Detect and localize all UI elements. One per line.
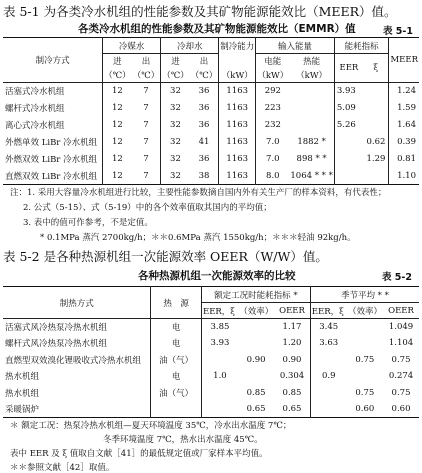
t2-header-oeer: OEER <box>388 305 414 316</box>
t1-header-capacity: 制冷能力 <box>219 38 256 54</box>
capacity-value: 1163 <box>219 83 256 100</box>
xi-value <box>363 168 389 185</box>
chilled-out-value: 7 <box>143 103 149 113</box>
t1-note: 3. 表中的值可作参考，不是定值。 <box>23 218 153 228</box>
chilled-in-value: 12 <box>103 134 132 151</box>
season-oeer: 0.75 <box>391 387 411 398</box>
table-row <box>3 134 419 151</box>
season-xi <box>347 335 383 352</box>
rated-xi: 0.90 <box>246 354 266 365</box>
t1-xi: ξ <box>373 63 379 73</box>
t1-chilled-out: 出 <box>141 56 151 67</box>
rated-oeer: 0.90 <box>282 354 302 365</box>
chilled-in-value: 12 <box>103 151 132 168</box>
table2-label: 表 5-2 <box>382 272 412 283</box>
capacity-value: 1163 <box>219 100 256 117</box>
t1-unit: （℃） <box>190 70 218 81</box>
unit-type: 螺杆式冷水机组 <box>5 104 65 114</box>
heat-value <box>289 83 334 100</box>
season-eer: 0.9 <box>310 368 346 385</box>
unit-type: 离心式冷水机组 <box>5 121 65 131</box>
elec-value: 232 <box>256 117 290 134</box>
table-row <box>3 117 419 134</box>
table-row <box>3 100 419 117</box>
meer-value: 1.64 <box>389 117 419 134</box>
chilled-out-value: 7 <box>143 120 149 130</box>
t1-cooling-out: 出 <box>199 56 209 67</box>
rated-xi: 0.85 <box>246 387 266 398</box>
rated-oeer: 0.304 <box>279 371 305 382</box>
rated-eer <box>201 401 237 418</box>
unit-type: 外燃双效 LiBr 冷水机组 <box>5 155 98 165</box>
cooling-out-value: 36 <box>198 120 210 130</box>
cooling-out-value: 36 <box>198 154 210 164</box>
chilled-in-value: 12 <box>103 83 132 100</box>
table1 <box>3 37 419 185</box>
rated-oeer: 0.65 <box>282 404 302 414</box>
cooling-in-value: 32 <box>161 83 190 100</box>
cooling-in-value: 32 <box>161 151 190 168</box>
t1-unit-kw: （kW） <box>296 70 328 81</box>
rated-eer: 1.0 <box>201 368 237 385</box>
table-row <box>3 385 419 402</box>
eer-value <box>334 168 363 185</box>
xi-value: 0.62 <box>366 137 386 147</box>
t1-unit-kw: （kW） <box>219 68 256 83</box>
season-xi <box>347 319 383 336</box>
rated-oeer: 0.85 <box>282 387 302 398</box>
t2-note: ＊ 额定工况：热泵冷热水机组—夏天环境温度 35℃，冷水出水温度 7℃； <box>10 421 292 431</box>
rated-eer: 3.93 <box>201 335 237 352</box>
table-row <box>3 151 419 168</box>
table-row <box>3 319 419 336</box>
chilled-out-value: 7 <box>143 170 149 181</box>
heat-value: 1882 * <box>297 137 326 147</box>
rated-oeer: 1.17 <box>282 322 302 332</box>
xi-value <box>363 117 389 134</box>
season-xi: 0.75 <box>355 354 375 365</box>
rated-eer <box>201 352 237 369</box>
heating-type: 直燃型双效溴化锂吸收式冷热水机组 <box>5 355 142 366</box>
heat-source: 电 <box>151 319 202 336</box>
heat-source <box>151 401 202 418</box>
meer-value: 1.24 <box>389 83 419 100</box>
chilled-out-value: 7 <box>143 86 149 97</box>
table-row <box>3 352 419 369</box>
heat-source: 电 <box>151 335 202 352</box>
capacity-value: 1163 <box>219 117 256 134</box>
cooling-in-value: 32 <box>161 117 190 134</box>
t1-header-chilled: 冷媒水 <box>103 38 161 54</box>
table2-caption: 表 5-2 是各种热源机组一次能源效率 OEER（W/W）值。 <box>3 249 328 264</box>
t2-header-type: 制热方式 <box>59 298 94 309</box>
t1-header-meer: MEER <box>389 38 419 83</box>
heating-type: 热水机组 <box>5 388 40 399</box>
heat-value <box>289 100 334 117</box>
xi-value <box>363 100 389 117</box>
eer-value: 3.93 <box>334 83 363 100</box>
t1-header-input: 输入能量 <box>256 38 335 54</box>
table-row <box>3 368 419 385</box>
t2-header-rated: 额定工况时能耗指标 * <box>201 287 310 303</box>
elec-value: 8.0 <box>256 168 290 185</box>
t1-unit-kw: （kW） <box>256 68 290 83</box>
t1-eer: EER <box>334 54 363 83</box>
season-eer <box>310 385 346 402</box>
t1-note: 注：1. 采用大容量冷水机组进行比较，主要性能参数摘自国内外有关生产厂的样本资料，有代表性； <box>10 188 387 198</box>
table-row <box>3 83 419 100</box>
meer-value: 1.59 <box>389 100 419 117</box>
unit-type: 外燃单效 LiBr 冷水机组 <box>5 138 98 148</box>
eer-value: 5.26 <box>334 117 363 134</box>
elec-value: 223 <box>256 100 290 117</box>
t1-note: * 0.1MPa 蒸汽 2700kg/h；＊＊0.6MPa 蒸汽 1550kg/h；＊＊＊轻油 92kg/h。 <box>40 233 356 243</box>
unit-type: 直燃双效 LiBr 冷水机组 <box>5 171 98 182</box>
heat-value: 898 * * <box>296 154 327 164</box>
rated-xi <box>238 335 274 352</box>
season-oeer: 0.274 <box>388 371 414 382</box>
capacity-value: 1163 <box>219 168 256 185</box>
t1-cooling-in: 进 <box>161 54 190 68</box>
rated-xi <box>238 319 274 336</box>
t2-note: 表中 EER 及 ξ 值取自文献［41］的最低规定值或厂家样本平均值。 <box>10 449 268 459</box>
season-oeer: 1.104 <box>388 338 414 349</box>
xi-value: 1.29 <box>366 154 386 164</box>
cooling-out-value: 36 <box>198 103 210 113</box>
table-row <box>3 335 419 352</box>
chilled-in-value: 12 <box>103 117 132 134</box>
t1-chilled-in: 进 <box>103 54 132 68</box>
table1-caption: 表 5-1 为各类冷水机组的性能参数及其矿物能源能效比（MEER）值。 <box>3 4 397 19</box>
heating-type: 活塞式风冷热泵冷热水机组 <box>5 323 108 333</box>
eer-value: 5.09 <box>334 100 363 117</box>
chilled-in-value: 12 <box>103 168 132 185</box>
table2-title: 各种热源机组一次能源效率的比较 <box>138 270 296 282</box>
season-eer <box>310 401 346 418</box>
elec-value: 7.0 <box>256 134 290 151</box>
eer-value <box>334 134 363 151</box>
t1-heat: 热能 <box>303 56 321 67</box>
meer-value: 0.81 <box>389 151 419 168</box>
eer-value <box>334 151 363 168</box>
rated-oeer: 1.20 <box>282 338 302 349</box>
table-row <box>3 401 419 418</box>
cooling-out-value: 38 <box>198 170 210 181</box>
table1-title: 各类冷水机组的性能参数及其矿物能源能效比（EMMR）值 <box>78 23 356 35</box>
t2-header-source: 热 源 <box>151 287 202 319</box>
rated-eer: 3.85 <box>201 319 237 336</box>
t1-unit: （℃） <box>132 70 160 81</box>
table2 <box>3 286 419 418</box>
elec-value: 7.0 <box>256 151 290 168</box>
heating-type: 螺杆式风冷热泵冷热水机组 <box>5 339 108 350</box>
table1-label: 表 5-1 <box>383 26 413 37</box>
season-xi <box>347 368 383 385</box>
t2-note: 冬季环境温度 7℃，热水出水温度 45℃。 <box>103 435 263 445</box>
chilled-out-value: 7 <box>143 137 149 147</box>
season-oeer: 1.049 <box>388 322 414 332</box>
heating-type: 采暖锅炉 <box>5 405 40 415</box>
t1-note: 2. 公式（5-15）、式（5-19）中的各个效率值取其国内的平均值； <box>23 203 272 213</box>
heat-value: 1064 * * * <box>290 170 333 181</box>
t1-header-eff: 能耗指标 <box>334 38 389 54</box>
cooling-in-value: 32 <box>161 100 190 117</box>
capacity-value: 1163 <box>219 151 256 168</box>
elec-value: 292 <box>256 83 290 100</box>
t2-header-season: 季节平均 * * <box>310 287 419 303</box>
chilled-out-value: 7 <box>143 154 149 164</box>
unit-type: 活塞式冷水机组 <box>5 87 65 98</box>
t2-header-eer-xi: EER，ξ （效率） <box>201 303 274 319</box>
t1-unit: （℃） <box>161 68 190 83</box>
t2-header-eer-xi: EER，ξ （效率） <box>310 303 383 319</box>
rated-xi: 0.65 <box>246 404 266 414</box>
t1-header-type: 制冷方式 <box>35 56 70 66</box>
cooling-out-value: 36 <box>198 86 210 97</box>
season-oeer: 0.75 <box>391 354 411 365</box>
heat-source: 油（气） <box>151 385 202 402</box>
season-xi: 0.60 <box>355 404 375 414</box>
meer-value: 0.39 <box>389 134 419 151</box>
t2-note: ＊＊参照文献［42］取值。 <box>10 463 115 473</box>
capacity-value: 1163 <box>219 134 256 151</box>
rated-xi <box>238 368 274 385</box>
cooling-in-value: 32 <box>161 134 190 151</box>
season-eer <box>310 352 346 369</box>
meer-value: 1.10 <box>389 168 419 185</box>
cooling-in-value: 32 <box>161 168 190 185</box>
heat-source: 电 <box>151 368 202 385</box>
heating-type: 热水机组 <box>5 372 40 383</box>
heat-value <box>289 117 334 134</box>
heat-source: 油（气） <box>151 352 202 369</box>
t1-unit: （℃） <box>103 68 132 83</box>
season-xi: 0.75 <box>355 387 375 398</box>
season-eer: 3.45 <box>310 319 346 336</box>
t1-elec: 电能 <box>256 54 290 68</box>
rated-eer <box>201 385 237 402</box>
xi-value <box>363 83 389 100</box>
chilled-in-value: 12 <box>103 100 132 117</box>
season-oeer: 0.60 <box>391 404 411 414</box>
cooling-out-value: 41 <box>198 137 210 147</box>
t1-header-cooling: 冷却水 <box>161 38 219 54</box>
t2-header-oeer: OEER <box>279 305 305 316</box>
table-row <box>3 168 419 185</box>
season-eer: 3.63 <box>310 335 346 352</box>
